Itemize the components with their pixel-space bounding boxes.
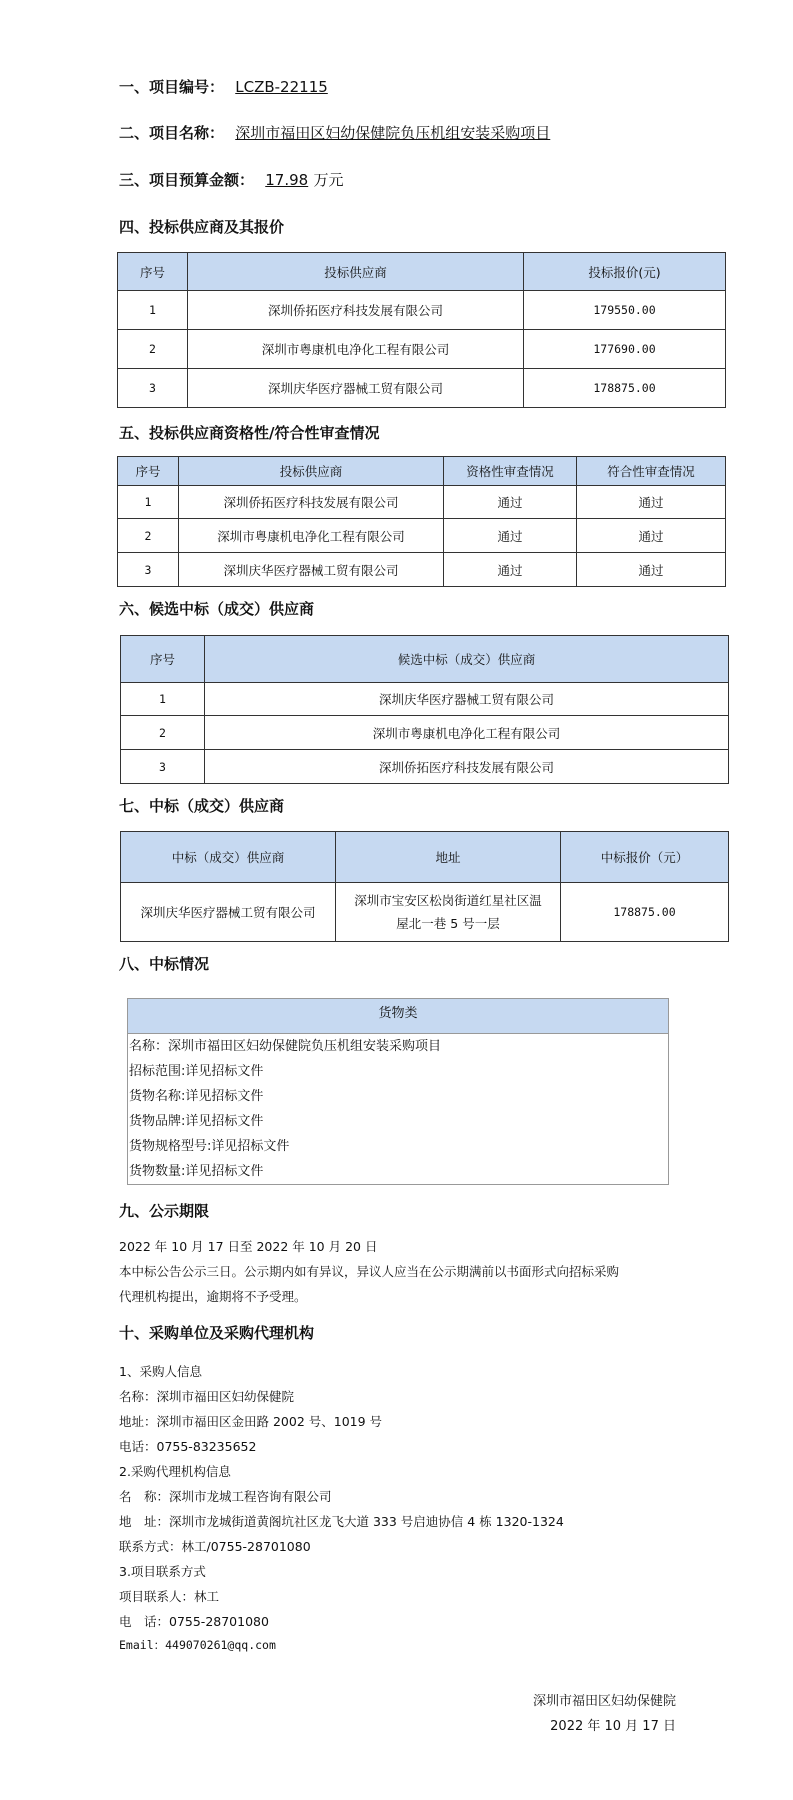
column-header: 序号 [118,457,179,486]
supplier-name: 深圳侨拓医疗科技发展有限公司 [205,750,729,784]
goods-line: 货物品牌:详见招标文件 [129,1114,264,1129]
project-contact-person: 项目联系人：林工 [119,1589,220,1604]
row-index: 2 [121,716,205,750]
goods-info-box [127,998,669,1185]
budget-value: 17.98 [265,171,309,189]
table-row [121,716,729,750]
project-number-heading [119,76,328,97]
column-header: 中标（成交）供应商 [121,832,336,883]
table-header-row [121,636,729,683]
column-header: 地址 [336,832,561,883]
budget-label: 三、项目预算金额： [119,171,255,189]
column-header: 投标供应商 [188,253,524,291]
table-header-row [121,832,729,883]
column-header: 投标报价(元) [524,253,726,291]
table-row [118,291,726,330]
winner-supplier: 深圳庆华医疗器械工贸有限公司 [121,883,336,942]
section-6-title: 六、候选中标（成交）供应商 [119,600,315,618]
goods-line: 名称：深圳市福田区妇幼保健院负压机组安装采购项目 [129,1039,442,1054]
column-header: 符合性审查情况 [577,457,726,486]
supplier-name: 深圳市粤康机电净化工程有限公司 [188,330,524,369]
project-number-label: 一、项目编号： [119,78,225,96]
notice-period: 2022 年 10 月 17 日至 2022 年 10 月 20 日 [119,1239,378,1254]
table-header-row [118,253,726,291]
row-index: 3 [118,369,188,408]
row-index: 1 [118,486,179,519]
winner-table [120,831,729,942]
compliance-result: 通过 [577,553,726,587]
section-4-title: 四、投标供应商及其报价 [119,218,285,236]
table-row [121,750,729,784]
supplier-name: 深圳市粤康机电净化工程有限公司 [179,519,444,553]
compliance-result: 通过 [577,486,726,519]
purchaser-address: 地址：深圳市福田区金田路 2002 号、1019 号 [119,1414,383,1429]
budget-unit: 万元 [313,171,344,189]
review-table [117,456,726,587]
purchaser-phone: 电话：0755-83235652 [119,1439,257,1454]
budget-heading [119,169,343,190]
supplier-name: 深圳侨拓医疗科技发展有限公司 [179,486,444,519]
table-row [118,369,726,408]
winner-address [336,883,561,942]
qualification-result: 通过 [444,553,577,587]
candidate-table [120,635,729,784]
section-5-title: 五、投标供应商资格性/符合性审查情况 [119,424,380,442]
supplier-name: 深圳市粤康机电净化工程有限公司 [205,716,729,750]
row-index: 3 [118,553,179,587]
address-line-1: 深圳市宝安区松岗街道红星社区温 [354,893,542,908]
compliance-result: 通过 [577,519,726,553]
section-7-title: 七、中标（成交）供应商 [119,797,285,815]
table-row [121,883,729,942]
table-row [118,486,726,519]
project-name-value: 深圳市福田区妇幼保健院负压机组安装采购项目 [235,124,551,142]
purchaser-name: 名称：深圳市福田区妇幼保健院 [119,1389,295,1404]
qualification-result: 通过 [444,519,577,553]
column-header: 投标供应商 [179,457,444,486]
bid-price: 177690.00 [524,330,726,369]
agency-title: 2.采购代理机构信息 [119,1464,231,1479]
goods-line: 货物名称:详见招标文件 [129,1089,264,1104]
project-contact-phone: 电 话：0755-28701080 [119,1614,269,1629]
section-9-title: 九、公示期限 [119,1202,210,1220]
row-index: 2 [118,519,179,553]
section-8-title: 八、中标情况 [119,955,210,973]
table-row [121,683,729,716]
goods-line: 货物数量:详见招标文件 [129,1164,264,1179]
table-header-row [118,457,726,486]
table-row [118,519,726,553]
row-index: 1 [118,291,188,330]
bid-price: 178875.00 [524,369,726,408]
project-name-heading [119,122,550,143]
notice-text: 本中标公告公示三日。公示期内如有异议，异议人应当在公示期满前以书面形式向招标采购 [119,1264,620,1279]
notice-text: 代理机构提出，逾期将不予受理。 [119,1289,307,1304]
supplier-name: 深圳侨拓医疗科技发展有限公司 [188,291,524,330]
purchaser-title: 1、采购人信息 [119,1364,202,1379]
project-contact-title: 3.项目联系方式 [119,1564,206,1579]
column-header: 中标报价（元） [561,832,729,883]
table-row [118,553,726,587]
goods-line: 招标范围:详见招标文件 [129,1064,264,1079]
supplier-name: 深圳庆华医疗器械工贸有限公司 [179,553,444,587]
column-header: 序号 [118,253,188,291]
qualification-result: 通过 [444,486,577,519]
goods-line: 货物规格型号:详见招标文件 [129,1139,290,1154]
address-line-2: 屋北一巷 5 号一层 [396,916,500,931]
row-index: 2 [118,330,188,369]
bid-price-table [117,252,726,408]
project-number-value: LCZB-22115 [235,78,328,96]
column-header: 序号 [121,636,205,683]
supplier-name: 深圳庆华医疗器械工贸有限公司 [205,683,729,716]
footer-org: 深圳市福田区妇幼保健院 [532,1694,676,1709]
agency-address: 地 址：深圳市龙城街道黄阁坑社区龙飞大道 333 号启迪协信 4 栋 1320-1324 [119,1514,564,1529]
agency-name: 名 称：深圳市龙城工程咨询有限公司 [119,1489,332,1504]
footer-date: 2022 年 10 月 17 日 [550,1719,676,1734]
project-contact-email: Email：449070261@qq.com [119,1638,276,1652]
row-index: 1 [121,683,205,716]
section-10-title: 十、采购单位及采购代理机构 [119,1324,315,1342]
goods-header: 货物类 [128,999,668,1034]
supplier-name: 深圳庆华医疗器械工贸有限公司 [188,369,524,408]
row-index: 3 [121,750,205,784]
column-header: 资格性审查情况 [444,457,577,486]
agency-contact: 联系方式：林工/0755-28701080 [119,1539,311,1554]
bid-price: 179550.00 [524,291,726,330]
winner-price: 178875.00 [561,883,729,942]
column-header: 候选中标（成交）供应商 [205,636,729,683]
table-row [118,330,726,369]
project-name-label: 二、项目名称： [119,124,225,142]
